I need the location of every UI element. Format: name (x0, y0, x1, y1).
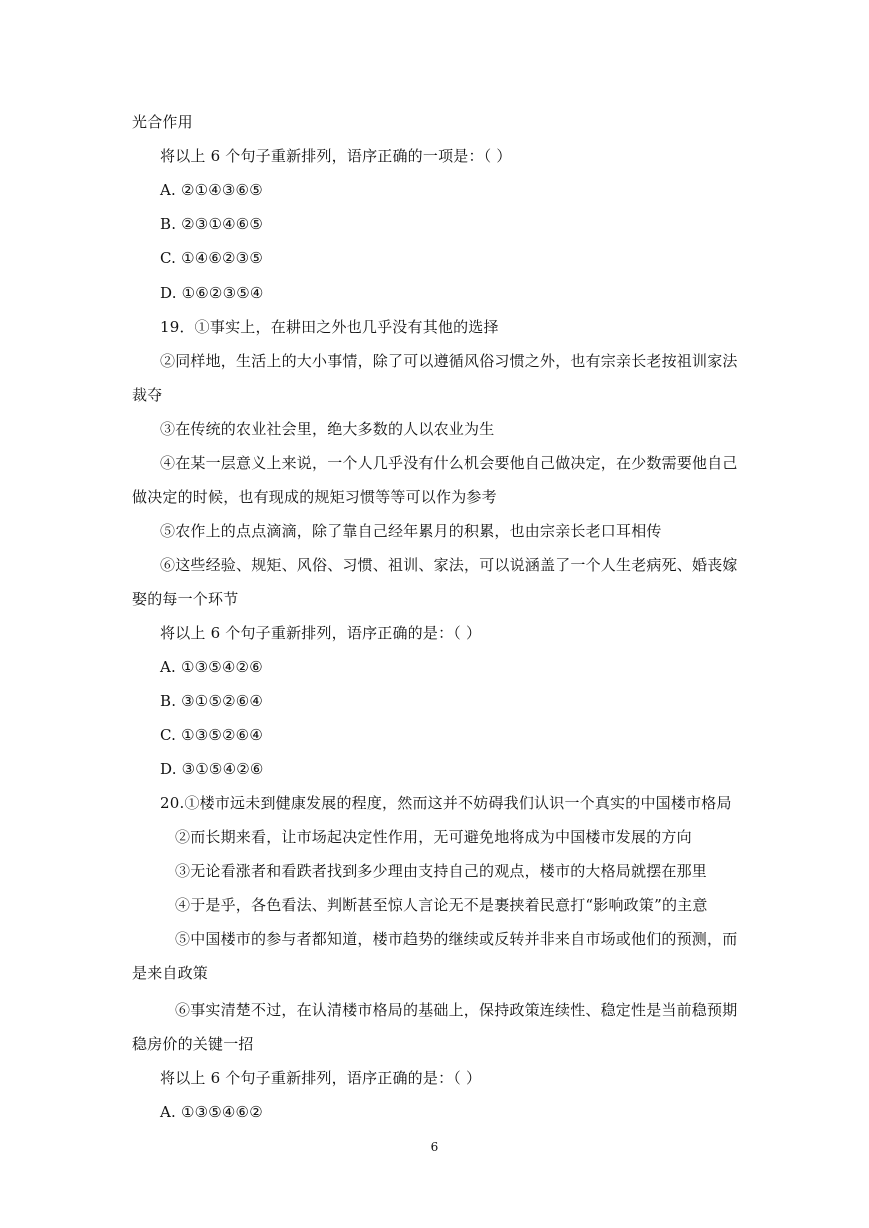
option-c: C. ①③⑤②⑥④ (160, 726, 263, 744)
option-a: A. ①③⑤④⑥② (160, 1103, 263, 1121)
option-a: A. ①③⑤④②⑥ (160, 658, 263, 676)
question-instruction: 将以上 6 个句子重新排列，语序正确的一项是：（ ） (160, 147, 512, 165)
question-20-sentence-5: ⑤中国楼市的参与者都知道，楼市趋势的继续或反转并非来自市场或他们的预测，而 (175, 930, 738, 948)
question-19-sentence-4-continued: 做决定的时候，也有现成的规矩习惯等等可以作为参考 (132, 488, 497, 506)
question-20-sentence-3: ③无论看涨者和看跌者找到多少理由支持自己的观点，楼市的大格局就摆在那里 (175, 862, 708, 880)
text-line: 光合作用 (132, 113, 193, 131)
question-20-sentence-1: 20.①楼市远未到健康发展的程度，然而这并不妨碍我们认识一个真实的中国楼市格局 (160, 794, 732, 812)
question-20-sentence-2: ②而长期来看，让市场起决定性作用，无可避免地将成为中国楼市发展的方向 (175, 828, 692, 846)
question-19-sentence-2: ②同样地，生活上的大小事情，除了可以遵循风俗习惯之外，也有宗亲长老按祖训家法 (160, 352, 738, 370)
option-b: B. ③①⑤②⑥④ (160, 692, 264, 710)
question-19-sentence-6: ⑥这些经验、规矩、风俗、习惯、祖训、家法，可以说涵盖了一个人生老病死、婚丧嫁 (160, 556, 738, 574)
question-20-sentence-4: ④于是乎，各色看法、判断甚至惊人言论无不是裹挟着民意打“影响政策”的主意 (175, 896, 708, 914)
page-number: 6 (430, 1140, 439, 1154)
option-c: C. ①④⑥②③⑤ (160, 249, 263, 267)
question-19-sentence-3: ③在传统的农业社会里，绝大多数的人以农业为生 (160, 420, 495, 438)
question-19-sentence-2-continued: 裁夺 (132, 386, 163, 404)
question-19-sentence-4: ④在某一层意义上来说，一个人几乎没有什么机会要他自己做决定，在少数需要他自己 (160, 454, 738, 472)
question-19-sentence-6-continued: 娶的每一个环节 (132, 590, 239, 608)
option-b: B. ②③①④⑥⑤ (160, 215, 264, 233)
question-19-sentence-1: 19．①事实上，在耕田之外也几乎没有其他的选择 (160, 318, 499, 336)
option-d: D. ③①⑤④②⑥ (160, 760, 264, 778)
question-20-sentence-5-continued: 是来自政策 (132, 964, 209, 982)
option-a: A. ②①④③⑥⑤ (160, 181, 263, 199)
question-20-sentence-6-continued: 稳房价的关键一招 (132, 1035, 254, 1053)
question-instruction: 将以上 6 个句子重新排列，语序正确的是：（ ） (160, 624, 482, 642)
option-d: D. ①⑥②③⑤④ (160, 284, 264, 302)
question-19-sentence-5: ⑤农作上的点点滴滴，除了靠自己经年累月的积累，也由宗亲长老口耳相传 (160, 522, 662, 540)
question-20-sentence-6: ⑥事实清楚不过，在认清楼市格局的基础上，保持政策连续性、稳定性是当前稳预期 (175, 1001, 738, 1019)
question-instruction: 将以上 6 个句子重新排列，语序正确的是：（ ） (160, 1069, 482, 1087)
